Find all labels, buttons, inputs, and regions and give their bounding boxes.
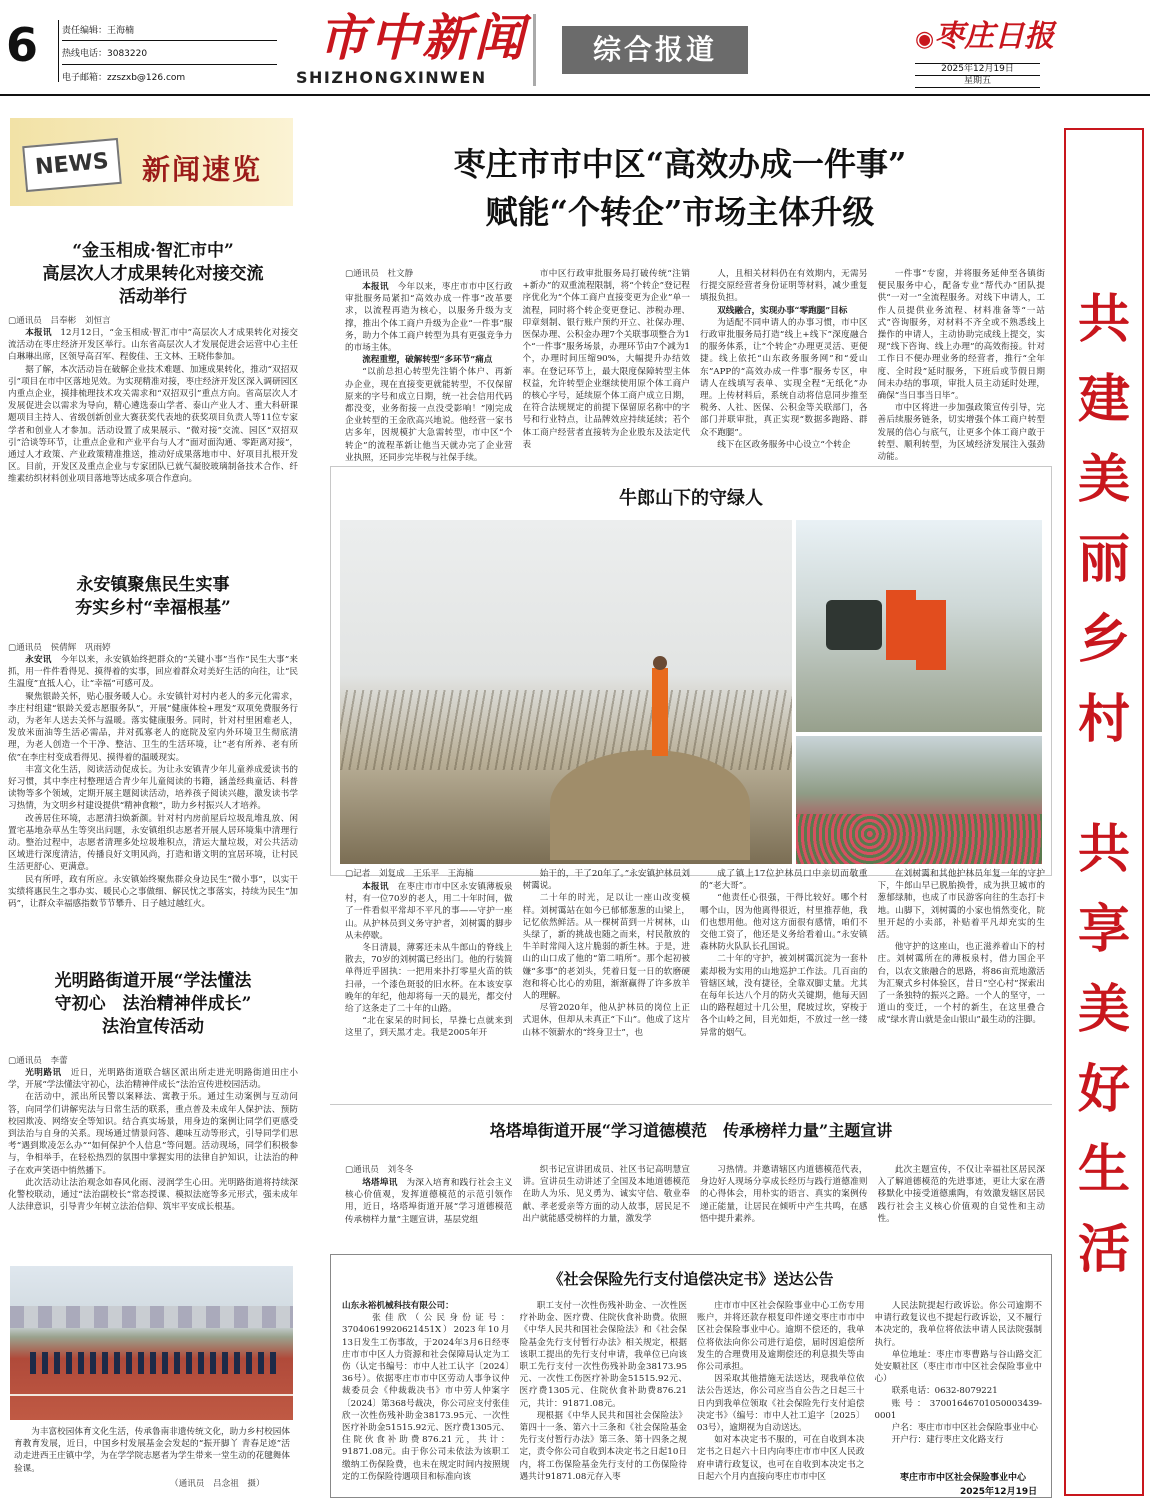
bottom-headline: 垎塔埠街道开展“学习道德模范 传承榜样力量”主题宣讲 <box>489 1121 893 1140</box>
masthead-logo: 市中新闻 <box>318 8 526 67</box>
school-sports-photo <box>10 1266 293 1420</box>
notice-signature: 枣庄市市中区社会保险事业中心 <box>900 1473 1027 1483</box>
news-flash-box <box>10 118 293 206</box>
info-line <box>62 64 277 65</box>
notice-column: 山东永裕机械科技有限公司： 张佳欣（公民身份证号：370406199206214​51X）2023年10月13日发生工伤事故，于2024年3月6日经枣庄市市中区人力资源和社会保障局认定为工伤（认定书编号：市中人社工认字〔2024〕36号）。依据枣庄市市中区劳动人事争议仲裁委员会《仲裁裁决书》市中劳人仲案字〔2024〕第368号裁决，你公司应支付张佳欣一次性伤残补助金38173.95元、一次性医疗补助金51515.92元、医疗费1305元、住院伙食补助费876.21元，共计：91871.08元。由于你公司未依法为该职工缴纳工伤保险费，也未在规定时间内按照规定的工伤保险待遇项目和标准向该 <box>342 1301 510 1482</box>
email-info: 电子邮箱：zzszxb@126.com <box>62 73 186 83</box>
notice-title: 《社会保险先行支付追偿决定书》送达公告 <box>548 1270 834 1288</box>
article-byline: ▢通讯员 李蕾 <box>8 1056 68 1066</box>
ranger-workers-photo <box>796 520 1042 732</box>
article-body: 本报讯 今年以来，枣庄市市中区行政审批服务局紧扣“高效办成一件事”改革要求，以流程再造为核心，以服务升级为支撑，推出个体工商户升级为企业“一件事”服务，助力个体工商户转型为具有更强竞争力的市场主体。 流程重塑，破解转型“多环节”痛点 “以前总担心转型先注销个体户、再新办企业，现在直接变更就能转型，不仅保留原来的字号和成立日期，统一社会信用代码都没变，业务衔接一点没受影响！”刚完成企业转型的王金欣高兴地说。他经营一家书店多年，因规模扩大急需转型，市中区“个转企”的流程革新让他当天就办完了企业营业执照，还同步完毕税与社保手续。 <box>345 282 513 463</box>
photo-caption: 为丰富校园体育文化生活，传承鲁南非遗传统文化，助力乡村校园体育教育发展，近日，中国乡村发展基金会发起的“振开脚丫 青春足迹”活动走进西王庄镇中学，为在学学院志愿者为学生带来一堂生动的花毽舞体验课。 <box>14 1427 290 1474</box>
photo-credit: （通讯员 吕念祖 摄） <box>170 1479 265 1489</box>
feature-headline: 牛郎山下的守绿人 <box>619 488 763 509</box>
article-body: 市中区行政审批服务局打破传统“注销+新办”的双重流程限制，将“个转企”登记程序优化为“个体工商户直接变更为企业”单一流程，同时将个转企变更登记、涉税办理、印章刻制、银行账户预约开立、社保办理、医保办理、公积金办理7个关联事项整合为1个“一件事”服务场景，办理环节由7个减为1个，办理时间压缩90%，大幅提升办结效率。在登记环节上，最大限度保障转型主体权益，允许转型企业继续使用原个体工商户的核心字号，延续原个体工商户成立日期，在符合法规规定的前提下保留原名称中的字号和行业特点，让品牌效应持续延续；若个体工商户经营者直接转为企业股东及法定代表 <box>522 269 690 450</box>
issue-date: 2025年12月19日 <box>941 64 1014 74</box>
article-headline: 永安镇聚焦民生实事 夯实乡村“幸福根基” <box>75 575 231 618</box>
article-body: 成了镇上17位护林员口中亲切而敬重的“老大哥”。 “他责任心很强，干得比较好。哪个村哪个山，因为他离得很近，村里推荐他，我们也想用他。他对这方面很有感情，咱们不交他工资了，他还是义务给看着山。”永安镇森林防火队队长孔国说。 二十年的守护，被刘树霭沉淀为一套朴素却极为实用的山地巡护工作法。几百亩的管辖区域，没有捷径，全靠双脚丈量。尤其在每年长达八个月的防火关键期，他每天固山的路程超过十几公里，爬坡过坎，穿梭于各个山岭之间，目光如炬，不放过一丝一缕异常的烟气。 <box>700 869 868 1038</box>
page-number: 6 <box>6 18 39 72</box>
notice-body <box>342 1300 1042 1490</box>
info-line <box>62 40 277 41</box>
notice-column: 人民法院提起行政诉讼。你公司逾期不申请行政复议也不提起行政诉讼，又不履行本决定的，我单位将依法申请人民法院强制执行。 单位地址：枣庄市枣曹路与谷山路交汇处安顺社区（枣庄市市中区社会保险事业中心） 联系电话：0632-8079221 账号：37001646701050003439-0001 户名：枣庄市市中区社会保险事业中心 开户行：建行枣庄文化路支行 <box>874 1301 1042 1446</box>
hotline-info: 热线电话：3083220 <box>62 49 148 59</box>
forest-ranger-photo <box>340 520 792 864</box>
issue-weekday: 星期五 <box>915 75 1040 87</box>
article-byline: ▢通讯员 刘冬冬 <box>345 1165 414 1175</box>
article-body: 本报讯 12月12日，“金玉相成·智汇市中”高层次人才成果转化对接交流活动在枣庄经济开发区举行。山东省高层次人才发展促进会运营中心主任白琳琳出席，区领导高召军、程俊佳、王文林、王晓伟参加。 据了解，本次活动旨在破解企业技术难题、加速成果转化，推动“双招双引”项目在市中区落地见效。为实现精准对接，枣庄经济开发区深入调研园区内重点企业，摸排梳理技术攻关需求和“双招双引”重点方向。省高层次人才发展促进会以需求为导向，精心遴选泰山学者、泰山产业人才、重大科研课题项目主持人、省级创新创业大赛获奖代表地的获奖项目负责人等11位专家学者和创业人才参加。活动设置了成果展示、“微对接”交流、园区“双招双引”洽谈等环节，让重点企业和产业平台与人才“面对面沟通、零距离对接”，通过人才政策、产业政策精准推送，推动好成果落地市中、好项目扎根开发区。目前，开发区及重点企业与专家团队已就气凝胶玻璃制备技术合作、纤维素纺织材料创业项目落地等达成多项合作意向。 <box>8 328 298 485</box>
article-body: 在刘树霭和其他护林员年复一年的守护下，牛郎山早已脱胎换骨，成为拱卫城市的葱郁绿肺，也成了市民游客向往的生态打卡地。山脚下，刘树霭的小家也悄然变化，院里开起的小卖部，补贴着平凡却充实的生活。 他守护的这座山，也正滋养着山下的村庄。刘树霭所在的薄板泉村，借力国企平台，以农文旅融合的思路，将86亩荒地激活为汇聚式乡村体验区，昔日“空心村”探索出了一条独特的振兴之路。一个人的坚守，一道山的变迁，一个村的新生，在这里叠合成“绿水青山就是金山银山”最生动的注脚。 <box>877 869 1045 1026</box>
article-body: 一件事”专窗，并将服务延伸至各镇街便民服务中心，配备专业“帮代办”团队提供“一对一”全流程服务。对线下申请人，工作人员提供业务流程、材料准备等“一站式”咨询服务，对材料不齐全或不熟悉线上操作的申请人，主动协助完成线上提交，实现“线下咨询、线上办理”的高效衔接。针对工作日不便办理业务的经营者，推行“全年度、全时段”延时服务，下班后或节假日期间未办结的事项，审批人员主动延时处理，确保“当日事当日毕”。 市中区将进一步加强政策宣传引导，完善后续服务链条，切实增强个体工商户转型发展的信心与底气，让更多个体工商户敢于转型、顺利转型，为区域经济发展注入强劲动能。 <box>877 269 1045 463</box>
article-body: 垎塔埠讯 为深入培育和践行社会主义核心价值观，发挥道德模范的示范引领作用，近日，垎塔埠街道开展“学习道德模范 传承榜样力量”主题宣讲，基层党组 <box>345 1178 513 1225</box>
article-body: 此次主题宣传，不仅让幸福社区居民深入了解道德模范的先进事迹，更让大家在潜移默化中接受道德熏陶，有效激发辖区居民践行社会主义核心价值观的自觉性和主动性。 <box>877 1165 1045 1224</box>
article-body: 习热情。并邀请辖区内道德模范代表，身边好人现场分享成长经历与践行道德准则的心得体会，用朴实的语言、真实的案例传递正能量，让居民在倾听中产生共鸣，在感悟中提升素养。 <box>700 1165 868 1224</box>
article-byline: ▢记者 刘复成 王乐平 王海楠 <box>345 869 474 879</box>
article-body: 人，且相关材料仍在有效期内，无需另行提交原经营者身份证明等材料，减少重复填报负担。 双线融合，实现办事“零跑腿”目标 为适配不同申请人的办事习惯，市中区行政审批服务局打造“线上+线下”深度融合的服务体系，让“个转企”办理更灵活、更便捷。线上依托“山东政务服务网”和“爱山东”APP的“高效办成一件事”服务专区，申请人在线填写表单、实现全程“无纸化”办理。上传材料后，系统自动将信息同步推至税务、人社、医保、公积金等关联部门，各部门并联审批，真正实现“数据多跑路、群众不跑腿”。 线下在区政务服务中心设立“个转企 <box>700 269 868 450</box>
article-body: 始干的，干了20年了。”永安镇护林员刘树霭说。 二十年的时光，足以让一座山改变模样。刘树霭站在如今已郁郁葱葱的山梁上，记忆依然鲜活。从一棵树苗到一片树林，山头绿了，新的挑战也随之而来，村民散放的牛羊时常闯入这片脆弱的新生林。于是，进山的山口成了他的“第二哨所”。那个起初被嫌“多事”的老刘头，凭着日复一日的软磨硬泡和将心比心的劝阻，渐渐赢得了许多放羊人的理解。 尽管2020年，他从护林员的岗位上正式退休，但却从未真正“下山”。他成了这片山林不领薪水的“终身卫士”，也 <box>522 869 690 1038</box>
newspaper-logo: ◉枣庄日报 <box>915 19 1055 54</box>
article-body: 本报讯 在枣庄市市中区永安镇薄板泉村，有一位70岁的老人，用二十年时间，做了一件看似平常却不平凡的事——守护一座山。从护林员到义务守护者，刘树霭的脚步从未停歇。 冬日清晨，薄雾还未从牛郎山的脊线上散去，70岁的刘树霭已经出门。他的行装简单得近乎固执：一把用来扑打零星火苗的铁扫帚，一个漆色斑驳的旧水杯。在本该安享晚年的年纪，他却将每一天的晨光，都交付给了这条走了二十年的山路。 “北在家呆的时间长，早操七点就来到这里了，到天黑才走。我是2005年开 <box>345 882 513 1039</box>
main-headline: 枣庄市市中区“高效办成一件事” 赋能“个转企”市场主体升级 <box>453 145 907 231</box>
left-column-2 <box>8 574 298 922</box>
section-banner: 综合报道 <box>562 26 748 74</box>
news-tag: NEWS <box>22 138 122 192</box>
notice-column: 职工支付一次性伤残补助金、一次性医疗补助金、医疗费、住院伙食补助费。依照《中华人民共和国社会保险法》和《社会保险基金先行支付暂行办法》相关规定，根据该职工提出的先行支付申请，我单位已向该职工先行支付一次性伤残补助金38173.95元、一次性工伤医疗补助金51515.92元、医疗费1305元、住院伙食补助费876.21元，共计：91871.08元。 现根据《中华人民共和国社会保险法》第四十一条、第六十三条和《社会保险基金先行支付暂行办法》第三条、第十四条之规定，责令你公司自收到本决定书之日起10日内，将工伤保险基金先行支付的工伤保险待遇共计91871.08元存入枣 <box>519 1301 687 1482</box>
masthead-logo-en: SHIZHONGXINWEN <box>296 68 487 87</box>
left-column-3 <box>8 970 298 1247</box>
notice-sign-date: 2025年12月19日 <box>960 1487 1038 1497</box>
article-body: 光明路讯 近日，光明路街道联合辖区派出所走进光明路街道田庄小学，开展“学法懂法守初心，法治精神伴成长”法治宣传进校园活动。 在活动中，派出所民警以案释法、寓教于乐。通过生动案例与互动问答，向同学们讲解宪法与日常生活的联系，重点普及未成年人保护法、预防校园欺凌、网络安全等知识。结合真实场景，用身边的案例让同学们更感受到法治与自身的关系。现场通过情景问答、趣味互动等形式，引导同学们思考“遇到欺凌怎么办”“如何保护个人信息”等问题。活动现场，同学们积极参与，争相举手，在轻松热烈的氛围中掌握实用的法律自护知识，让法治的种子在欢声笑语中悄然播下。 此次活动让法治观念如春风化雨、浸润学生心田。光明路街道将持续深化警校联动，通过“法治副校长”常态授课、模拟法庭等多元形式，强未成年人法律意识，引导青少年树立法治信仰、筑牢平安成长根基。 <box>8 1068 298 1213</box>
article-byline: ▢通讯员 吕奉彬 刘恒言 <box>8 316 111 326</box>
article-headline: 光明路街道开展“学法懂法 守初心 法治精神伴成长” 法治宣传活动 <box>54 971 252 1037</box>
mountain-flowers-photo <box>796 736 1042 864</box>
date-box <box>915 63 1040 88</box>
article-headline: “金玉相成·智汇市中” 高层次人才成果转化对接交流 活动举行 <box>42 241 264 307</box>
article-body: 织书记宣讲团成员、社区书记高明慧宣讲。宣讲员生动讲述了全国及本地道德模范在助人为乐、见义勇为、诚实守信、敬业奉献、孝老爱亲等方面的动人故事，居民足不出户就能感受榜样的力量，激发学 <box>522 1165 690 1224</box>
editor-info: 责任编辑：王海楠 <box>62 26 135 36</box>
article-body: 永安讯 今年以来，永安镇始终把群众的“关键小事”当作“民生大事”来抓，用一件件看得见、摸得着的实事，回应着群众对美好生活的向往，让“民生温度”直抵人心，让“幸福”可感可及。 聚焦银龄关怀，贴心服务暖人心。永安镇针对村内老人的多元化需求，李庄村组建“银龄关爱志愿服务队”，开展“健康体检+理发”双项免费服务行动，为老年人送去关怀与温暖。落实健康服务。同时，针对村里困难老人，发放米面油等生活必需品，并对孤寡老人的庭院及室内外环境卫生彻底清理，为老人创造一个干净、整洁、卫生的生活环境，让“老有所养、老有所依”在李庄村变成看得见、摸得着的温暖现实。 丰富文化生活，阅读活动促成长。为让永安镇青少年儿童养成爱读书的好习惯，其中李庄村整理适合青少年儿童阅读的书籍，涵盖经典童话、科普读物等多个领域，定期开展主题阅读活动，培养孩子阅读兴趣，激发读书学习热情，为文明乡村建设提供“精神食粮”，助力乡村振兴人才培养。 改善居住环境，志愿清扫焕新颜。针对村内房前屋后垃圾乱堆乱放、闲置宅基地杂草丛生等突出问题，永安镇组织志愿者开展人居环境集中清理行动。整治过程中，志愿者清理多处垃圾堆积点，清运大量垃圾，对公共活动区域进行深度清洁，传播良好文明风尚，打造和谐文明的宜居环境，让村民生活更舒心、更满意。 民有所呼，政有所应。永安镇始终聚焦群众身边民生“微小事”，以实干实绩将惠民生之事办实、暖民心之事做细、解民忧之事落实，持续为民生“加码”，让群众幸福感指数节节攀升、日子越过越红火。 <box>8 655 298 910</box>
slogan-line-1: 共建美丽乡村 <box>1077 289 1130 750</box>
article-byline: ▢通讯员 杜文静 <box>345 269 414 279</box>
left-column <box>8 240 298 515</box>
header-rule <box>0 94 1150 96</box>
notice-column: 庄市市中区社会保险事业中心工伤专用账户，并将还款存根复印件递交枣庄市市中区社会保险事业中心。逾期不偿还的，我单位将依法向你公司进行追偿，届时因追偿所发生的合理费用及逾期偿还的利息损失等由你公司承担。 因采取其他措施无法送达，现我单位依法公告送达，你公司应当自公告之日起三十日内到我单位领取《社会保险先行支付追偿决定书》（编号：市中人社工追字〔2025〕03号），逾期视为自动送达。 如对本决定书不服的，可在自收到本决定书之日起六十日内向枣庄市市中区人民政府申请行政复议，也可在自收到本决定书之日起六个月内直接向枣庄市市中区 <box>697 1301 865 1482</box>
slogan-line-2: 共享美好生活 <box>1077 819 1130 1280</box>
header-divider-v <box>58 20 59 82</box>
article-byline: ▢通讯员 侯倩辉 巩雨婷 <box>8 643 111 653</box>
masthead-divider <box>533 14 536 86</box>
feature-frame-bottom <box>330 1104 1052 1105</box>
news-box-title: 新闻速览 <box>142 153 263 186</box>
